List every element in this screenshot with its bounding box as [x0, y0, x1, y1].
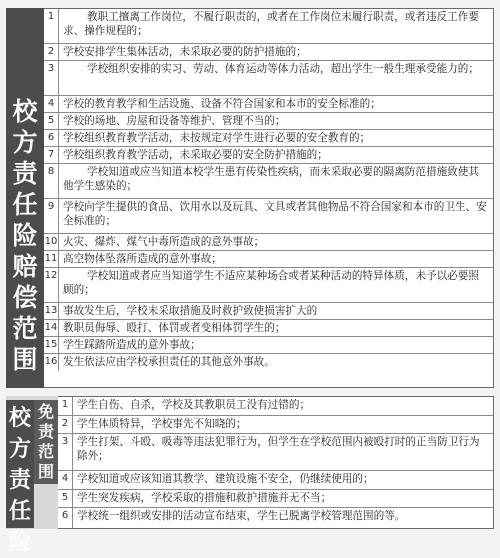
row-text: 学生自伤、自杀，学校及其教职员工没有过错的； [77, 399, 311, 411]
row-text: 学校向学生提供的食品、饮用水以及玩具、文具或者其他物品不符合国家和本市的卫生、安全标准的； [63, 201, 487, 227]
row-text: 学生体质特异，学校事先不知晓的； [77, 417, 247, 430]
title-char: 围 [12, 345, 38, 374]
subtitle-char: 责 [37, 422, 54, 441]
row-number: 12 [44, 268, 59, 302]
row-text: 学校知道或应当知道本校学生患有传染性疾病，而未采取必要的隔离防范措施致使其他学生感染的； [63, 166, 479, 192]
subtitle-char: 免 [37, 402, 54, 421]
row-text: 教职员侮辱、殴打、体罚或者变相体罚学生的； [63, 322, 286, 334]
table-row [44, 198, 493, 233]
table-row [44, 43, 493, 60]
liability-rows [44, 8, 494, 388]
table-row [58, 415, 493, 434]
row-number: 2 [58, 416, 73, 434]
liability-section [6, 8, 494, 388]
table-row [44, 95, 493, 112]
title-char: 赔 [12, 252, 38, 281]
table-row [44, 267, 493, 302]
table-row [58, 433, 493, 469]
row-number: 6 [44, 130, 59, 146]
title-char: 校 [12, 97, 38, 126]
table-row [44, 353, 493, 371]
row-number: 1 [44, 9, 59, 43]
row-text: 事故发生后，学校未采取措施及时救护致使损害扩大的 [63, 305, 318, 317]
row-number: 13 [44, 303, 59, 319]
title-char: 险 [12, 221, 38, 250]
row-number: 7 [44, 147, 59, 163]
title-char: 范 [12, 314, 38, 343]
row-text: 学校的教育教学和生活设施、设备不符合国家和本市的安全标准的； [63, 98, 381, 110]
row-text: 教职工擅离工作岗位，不履行职责的，或者在工作岗位未履行职责，或者违反工作要求、操作规程的； [63, 11, 479, 37]
table-row [44, 60, 493, 95]
row-number: 15 [44, 337, 59, 353]
title-char: 方 [12, 128, 38, 157]
liability-title [6, 96, 44, 375]
table-row [44, 302, 493, 319]
row-number: 1 [58, 397, 73, 415]
row-text: 火灾、爆炸、煤气中毒所造成的意外事故； [63, 236, 265, 248]
title-char: 险 [8, 529, 31, 555]
table-row [44, 9, 493, 43]
row-text: 学校安排学生集体活动，未采取必要的防护措施的； [63, 46, 307, 58]
row-number: 5 [44, 113, 59, 129]
table-row [44, 250, 493, 267]
subtitle-char: 范 [37, 442, 54, 461]
row-text: 学校统一组织或安排的活动宣布结束，学生已脱离学校管理范围的等。 [77, 510, 406, 523]
row-text: 学校知道或应该知道其教学、建筑设施不安全，仍继续使用的； [77, 472, 374, 485]
title-char: 任 [8, 498, 31, 524]
table-row [44, 336, 493, 353]
row-text: 学校组织安排的实习、劳动、体育运动等体力活动，超出学生一般生理承受能力的； [87, 63, 479, 75]
row-number: 6 [58, 508, 73, 528]
row-number: 11 [44, 251, 59, 267]
row-number: 4 [58, 471, 73, 489]
exemption-title-block [6, 400, 34, 555]
exemption-rows [58, 396, 494, 529]
table-row [58, 489, 493, 508]
table-row [44, 129, 493, 146]
table-row [44, 112, 493, 129]
table-row [44, 146, 493, 163]
row-text: 学校的场地、房屋和设备等维护、管理不当的； [63, 115, 286, 127]
title-char: 责 [8, 467, 31, 493]
row-text: 学校知道或者应当知道学生不适应某种场合或者某种活动的特异体质，未予以必要照顾的； [63, 270, 479, 296]
row-text: 学校组织教育教学活动，未采取必要的安全防护措施的； [63, 149, 328, 161]
row-text: 学校组织教育教学活动，未按规定对学生进行必要的安全教育的； [63, 132, 371, 144]
title-char: 偿 [12, 283, 38, 312]
subtitle-char: 围 [37, 462, 54, 481]
exemption-subtitle [34, 400, 58, 482]
title-char: 校 [8, 405, 31, 431]
row-number: 8 [44, 164, 59, 198]
row-number: 10 [44, 234, 59, 250]
table-row [44, 319, 493, 336]
title-char: 方 [8, 436, 31, 462]
table-row [58, 397, 493, 415]
row-text: 学生打架、斗殴、吸毒等违法犯罪行为，但学生在学校范围内被殴打时的正当防卫行为除外； [77, 436, 480, 463]
title-char: 任 [12, 190, 38, 219]
row-number: 5 [58, 490, 73, 508]
exemption-title [6, 400, 34, 558]
exemption-subtitle-block [34, 400, 58, 484]
exemption-side-header [6, 396, 58, 555]
table-row [44, 163, 493, 198]
row-number: 14 [44, 320, 59, 336]
row-number: 2 [44, 44, 59, 60]
table-row [44, 233, 493, 250]
row-number: 4 [44, 96, 59, 112]
row-number: 3 [58, 434, 73, 469]
liability-side-header [6, 8, 44, 388]
row-text: 发生依法应由学校承担责任的其他意外事故。 [63, 356, 275, 368]
row-text: 学生踩踏所造成的意外事故； [63, 339, 201, 351]
row-number: 3 [44, 61, 59, 95]
exemption-section [6, 396, 494, 555]
row-text: 高空物体坠落所造成的意外事故； [63, 253, 222, 265]
table-row [58, 507, 493, 528]
row-number: 9 [44, 199, 59, 233]
title-char: 责 [12, 159, 38, 188]
table-row [58, 470, 493, 489]
row-text: 学生突发疾病，学校采取的措施和救护措施并无不当； [77, 491, 332, 504]
row-number: 16 [44, 354, 59, 371]
